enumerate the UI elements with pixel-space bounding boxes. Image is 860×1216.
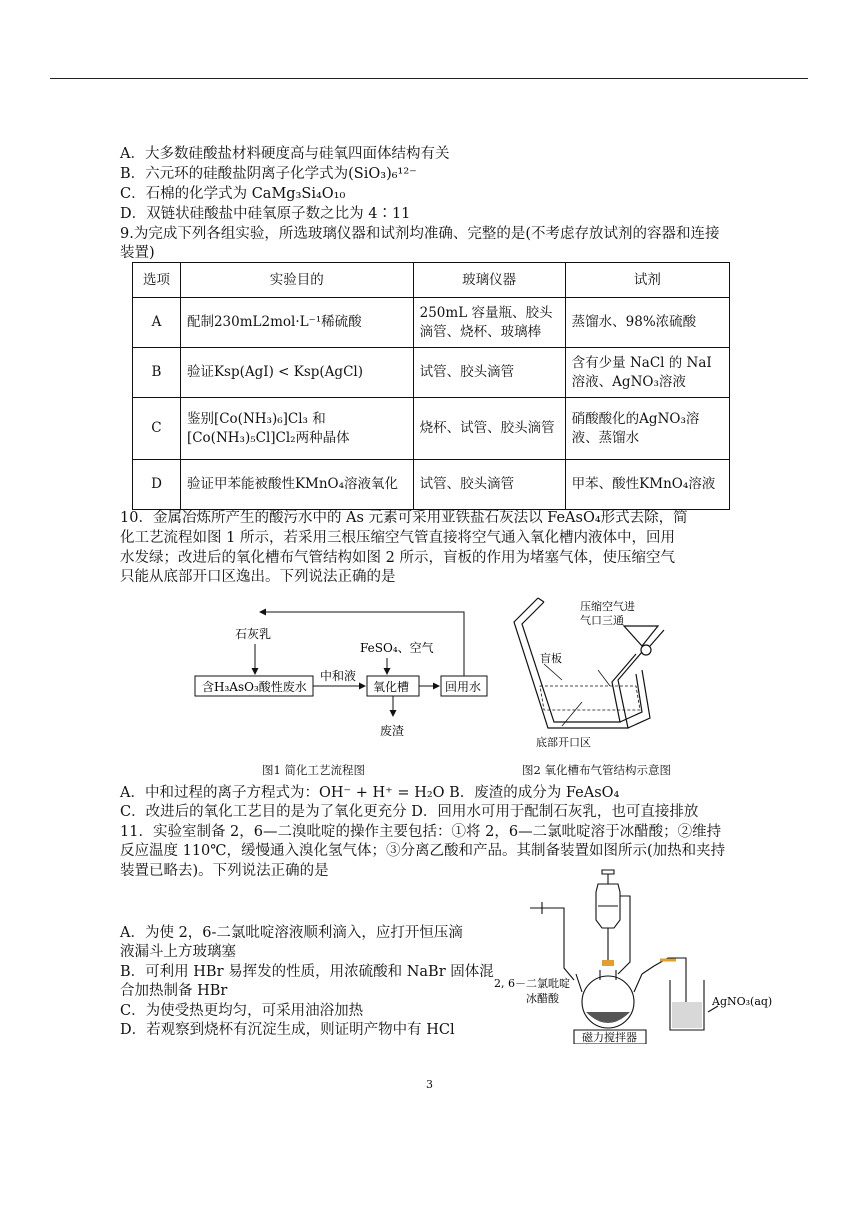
apparatus-stirrer-label: 磁力搅拌器 bbox=[582, 1031, 637, 1044]
q11-stem-line3: 装置已略去)。下列说法正确的是 bbox=[120, 863, 329, 879]
row-glassware: 烧杯、试管、胶头滴管 bbox=[413, 398, 565, 460]
apparatus-flask-label-2: 冰醋酸 bbox=[526, 992, 559, 1005]
row-option: D bbox=[133, 460, 181, 510]
q11-option-c: C．为使受热更均匀，可采用油浴加热 bbox=[120, 1003, 364, 1019]
table-row bbox=[133, 298, 730, 348]
header-rule bbox=[50, 78, 808, 79]
header-glassware: 玻璃仪器 bbox=[413, 263, 565, 298]
row-option: C bbox=[133, 398, 181, 460]
q11-option-a-line2: 液漏斗上方玻璃塞 bbox=[120, 944, 236, 960]
q9-stem-line2: 装置) bbox=[120, 245, 155, 261]
q11-stem-line1: 11．实验室制备 2，6—二溴吡啶的操作主要包括：①将 2，6—二氯吡啶溶于冰醋酸；②维持 bbox=[120, 824, 722, 840]
apparatus-beaker-label: AgNO₃(aq) bbox=[712, 995, 773, 1008]
fig1-residue-label: 废渣 bbox=[380, 724, 405, 738]
q11-stem-line2: 反应温度 110℃，缓慢通入溴化氢气体；③分离乙酸和产品。其制备装置如图所示(加热和夹持 bbox=[120, 843, 726, 859]
table-row bbox=[133, 460, 730, 510]
fig2-inlet-label-1: 压缩空气进 bbox=[580, 600, 635, 613]
figure1-caption: 图1 简化工艺流程图 bbox=[262, 763, 365, 777]
table-header-row bbox=[133, 263, 730, 298]
q11-option-d: D．若观察到烧杯有沉淀生成，则证明产物中有 HCl bbox=[120, 1022, 455, 1038]
q11-option-a-line1: A．为使 2，6-二氯吡啶溶液顺利滴入，应打开恒压滴 bbox=[120, 925, 463, 941]
q10-stem-line4: 只能从底部开口区逸出。下列说法正确的是 bbox=[120, 569, 396, 585]
q10-stem-line1: 10．金属冶炼所产生的酸污水中的 As 元素可采用亚铁盐石灰法以 FeAsO₄形式去除，简 bbox=[120, 510, 688, 526]
q9-stem-line1: 9.为完成下列各组实验，所选玻璃仪器和试剂均准确、完整的是(不考虑存放试剂的容器和连接 bbox=[120, 226, 720, 242]
q8-option-b: B．六元环的硅酸盐阴离子化学式为(SiO₃)₆¹²⁻ bbox=[120, 166, 417, 182]
q9-table bbox=[132, 262, 730, 510]
q11-apparatus-diagram bbox=[490, 862, 790, 1044]
row-glassware: 试管、胶头滴管 bbox=[413, 460, 565, 510]
q10-options-line1: A．中和过程的离子方程式为：OH⁻ + H⁺ = H₂O B．废渣的成分为 FeAsO₄ bbox=[120, 785, 620, 801]
q11-option-b-line2: 合加热制备 HBr bbox=[120, 983, 228, 999]
row-reagents: 含有少量 NaCl 的 NaI 溶液、AgNO₃溶液 bbox=[565, 348, 729, 398]
fig2-bottom-label: 底部开口区 bbox=[536, 736, 591, 749]
row-option: B bbox=[133, 348, 181, 398]
q8-option-c: C．石棉的化学式为 CaMg₃Si₄O₁₀ bbox=[120, 186, 346, 202]
figure1-flowchart bbox=[190, 600, 490, 750]
row-glassware: 试管、胶头滴管 bbox=[413, 348, 565, 398]
q8-option-a: A．大多数硅酸盐材料硬度高与硅氧四面体结构有关 bbox=[120, 146, 450, 162]
fig2-blind-label: 盲板 bbox=[540, 652, 562, 665]
page-number: 3 bbox=[426, 1078, 433, 1091]
figure2-caption: 图2 氧化槽布气管结构示意图 bbox=[522, 763, 671, 777]
fig2-inlet-label-2: 气口三通 bbox=[580, 614, 624, 627]
header-reagents: 试剂 bbox=[565, 263, 729, 298]
q11-option-b-line1: B．可利用 HBr 易挥发的性质，用浓硫酸和 NaBr 固体混 bbox=[120, 964, 494, 980]
table-row bbox=[133, 348, 730, 398]
row-reagents: 硝酸酸化的AgNO₃溶液、蒸馏水 bbox=[565, 398, 729, 460]
fig1-tank-box: 氧化槽 bbox=[373, 680, 410, 694]
header-option: 选项 bbox=[133, 263, 181, 298]
row-goal: 验证Ksp(AgI) < Ksp(AgCl) bbox=[180, 348, 413, 398]
q10-stem-line2: 化工艺流程如图 1 所示，若采用三根压缩空气管直接将空气通入氧化槽内液体中，回用 bbox=[120, 530, 675, 546]
row-option: A bbox=[133, 298, 181, 348]
row-glassware: 250mL 容量瓶、胶头滴管、烧杯、玻璃棒 bbox=[413, 298, 565, 348]
q10-options-line2: C．改进后的氧化工艺目的是为了氧化更充分 D．回用水可用于配制石灰乳，也可直接排放 bbox=[120, 804, 699, 820]
fig1-neutral-label: 中和液 bbox=[320, 669, 357, 683]
header-goal: 实验目的 bbox=[180, 263, 413, 298]
q8-option-d: D．双链状硅酸盐中硅氧原子数之比为 4∶11 bbox=[120, 206, 411, 222]
figure2-pipe-diagram bbox=[500, 590, 680, 755]
fig1-reagents-label: FeSO₄、空气 bbox=[360, 641, 434, 655]
row-reagents: 蒸馏水、98%浓硫酸 bbox=[565, 298, 729, 348]
apparatus-flask-label-1: 2, 6－二氯吡啶 bbox=[494, 977, 570, 990]
row-goal: 鉴别[Co(NH₃)₆]Cl₃ 和 [Co(NH₃)₅Cl]Cl₂两种晶体 bbox=[180, 398, 413, 460]
fig1-wastewater-box: 含H₃AsO₃酸性废水 bbox=[202, 680, 307, 694]
table-row bbox=[133, 398, 730, 460]
row-goal: 配制230mL2mol·L⁻¹稀硫酸 bbox=[180, 298, 413, 348]
q10-stem-line3: 水发绿；改进后的氧化槽布气管结构如图 2 所示，盲板的作用为堵塞气体，使压缩空气 bbox=[120, 550, 675, 566]
row-goal: 验证甲苯能被酸性KMnO₄溶液氧化 bbox=[180, 460, 413, 510]
row-reagents: 甲苯、酸性KMnO₄溶液 bbox=[565, 460, 729, 510]
fig1-return-box: 回用水 bbox=[445, 680, 482, 694]
fig1-lime-label: 石灰乳 bbox=[235, 627, 272, 641]
